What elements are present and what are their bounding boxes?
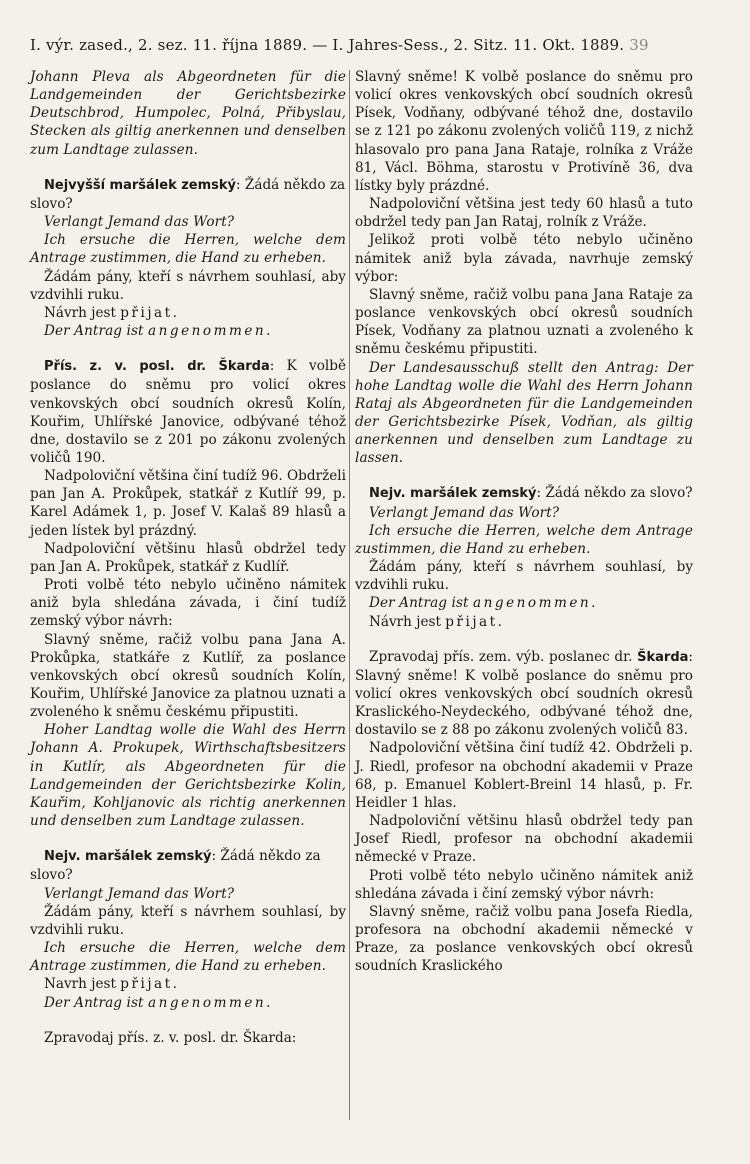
- right-column: [355, 68, 693, 976]
- speaker-paragraph: Zpravodaj přís. zem. výb. poslanec dr. Škarda: Slavný sněme! K volbě poslance do sněmu pro volicí okres venkovských obcí soudních okresů Kraslického-Neydeckého, odbývané téhož dne, dostavilo se z 88 po zákonu zvolených voličů 83.: [355, 648, 693, 739]
- speaker-name: Přís. z. v. posl. dr. Škarda: [44, 359, 270, 375]
- header-text: I. výr. zased., 2. sez. 11. října 1889. — I. Jahres-Sess., 2. Sitz. 11. Okt. 1889.: [30, 36, 625, 54]
- paragraph: Slavný sněme! K volbě poslance do sněmu pro volicí okres venkovských obcí soudních okresů Písek, Vodňany, odbývané téhož dne, dostavilo se z 121 po zákonu zvolených voličů 119, z nichž hlasovalo pro pana Jana Rataje, rolníka z Vráže 81, Václ. Böhma, starostu v Protivíně 36, dva lístky byly prázdné.: [355, 69, 693, 194]
- paragraph: Proti volbě této nebylo učiněno námitek aniž shledána závada i činí zemský výbor návrh:: [355, 867, 693, 902]
- paragraph: Nadpoloviční většina jest tedy 60 hlasů a tuto obdržel tedy pan Jan Rataj, rolník z Vráže.: [355, 196, 693, 231]
- paragraph: Žádám pány, kteří s návrhem souhlasí, by vzdvihli ruku.: [30, 903, 346, 938]
- speaker-name: Nejvyšší maršálek zemský: [44, 177, 237, 193]
- paragraph: Proti volbě této nebylo učiněno námitek aniž byla shledána závada, i činí tudíž zemský výbor návrh:: [30, 577, 346, 630]
- paragraph: Johann Pleva als Abgeordneten für die Landgemeinden der Gerichtsbezirke Deutschbrod, Humpolec, Polná, Přibyslau, Stecken als giltig anerkennen und denselben zum Landtage zulassen.: [30, 69, 346, 158]
- paragraph: Verlangt Jemand das Wort?: [369, 504, 560, 521]
- paragraph: Verlangt Jemand das Wort?: [44, 885, 235, 902]
- paragraph: Slavný sněme, račiž volbu pana Josefa Riedla, profesora na obchodní akademii německé v Praze, za poslance venkovských obcí okresů soudních Kraslického: [355, 903, 693, 975]
- paragraph: Hoher Landtag wolle die Wahl des Herrn Johann A. Prokupek, Wirthschaftsbesitzers in Kutlír, als Abgeordneten für die Landgemeinden der Gerichtsbezirke Kolin, Kauřim, Kohljanovic als richtig anerkennen und denselben zum Landtage zulassen.: [30, 722, 346, 830]
- paragraph: Slavný sněme, račiž volbu pana Jana Rataje za poslance venkovských obcí okresů soudních Písek, Vodňany za platnou uznati a zvoleného k sněmu českému připustiti.: [355, 286, 693, 358]
- paragraph: Slavný sněme, račiž volbu pana Jana A. Prokůpka, statkáře z Kutlíř, za poslance venkovských obcí okresů soudních Kolín, Kouřim, Uhlířské Janovice za platnou uznati a zvoleného k sněmu českému připustiti.: [30, 631, 346, 721]
- paragraph: Ich ersuche die Herren, welche dem Antrage zustimmen, die Hand zu erheben.: [30, 232, 346, 267]
- paragraph: Návrh jest přijat.: [44, 304, 180, 321]
- paragraph: Ich ersuche die Herren, welche dem Antrage zustimmen, die Hand zu erheben.: [355, 522, 693, 557]
- paragraph: Verlangt Jemand das Wort?: [44, 214, 235, 231]
- paragraph: Návrh jest přijat.: [369, 613, 505, 630]
- speaker-paragraph: Nejvyšší maršálek zemský: Žádá někdo za slovo?: [30, 176, 346, 212]
- page-header: [30, 36, 720, 54]
- paragraph: Der Antrag ist angenommen.: [369, 595, 598, 612]
- left-column: [30, 68, 346, 1047]
- speaker-name: Nejv. maršálek zemský: [44, 849, 212, 865]
- paragraph: Jelikož proti volbě této nebylo učiněno námitek aniž byla závada, navrhuje zemský výbor:: [355, 232, 693, 285]
- paragraph: Žádám pány, kteří s návrhem souhlasí, aby vzdvihli ruku.: [30, 268, 346, 303]
- speaker-paragraph: Nejv. maršálek zemský: Žádá někdo za slovo?: [369, 485, 693, 502]
- paragraph: Der Antrag ist angenommen.: [44, 323, 273, 340]
- speaker-paragraph: Nejv. maršálek zemský: Žádá někdo za slovo?: [30, 848, 321, 884]
- paragraph: Nadpoloviční většinu hlasů obdržel tedy pan Jan A. Prokůpek, statkář z Kudlíř.: [30, 540, 346, 575]
- column-divider: [349, 70, 350, 1120]
- paragraph: Ich ersuche die Herren, welche dem Antrage zustimmen, die Hand zu erheben.: [30, 940, 346, 975]
- speaker-name: Nejv. maršálek zemský: [369, 486, 537, 502]
- paragraph: Zpravodaj přís. z. v. posl. dr. Škarda:: [44, 1029, 297, 1046]
- speaker-name: Škarda: [637, 649, 689, 665]
- paragraph: Der Antrag ist angenommen.: [44, 994, 273, 1011]
- paragraph: Žádám pány, kteří s návrhem souhlasí, by vzdvihli ruku.: [355, 559, 693, 594]
- paragraph: Nadpoloviční většinu hlasů obdržel tedy pan Josef Riedl, profesor na obchodní akademii německé v Praze.: [355, 813, 693, 866]
- page-number: 39: [629, 36, 649, 54]
- paragraph: Navrh jest přijat.: [44, 976, 180, 993]
- paragraph: Nadpoloviční většina činí tudíž 96. Obdrželi pan Jan A. Prokůpek, statkář z Kutlíř 99, p. Karel Adámek 1, p. Josef V. Kalaš 89 hlasů a jeden lístek byl prázdný.: [30, 468, 346, 539]
- speaker-paragraph: Přís. z. v. posl. dr. Škarda: K volbě poslance do sněmu pro volicí okres venkovských obcí soudních okresů Kolín, Kouřim, Uhlířské Janovice, odbývané téhož dne, dostavilo se z 201 po zákonu zvolených voličů 190.: [30, 358, 347, 466]
- paragraph: Nadpoloviční většina činí tudíž 42. Obdrželi p. J. Riedl, profesor na obchodní akademii v Praze 68, p. Emanuel Koblert-Breinl 14 hlasů, p. Fr. Heidler 1 hlas.: [355, 740, 693, 811]
- paragraph: Der Landesausschuß stellt den Antrag: Der hohe Landtag wolle die Wahl des Herrn Johann Rataj als Abgeordneten für die Landgemeinden der Gerichtsbezirke Písek, Vodňan, als giltig anerkennen und denselben zum Landtage zu lassen.: [355, 359, 693, 467]
